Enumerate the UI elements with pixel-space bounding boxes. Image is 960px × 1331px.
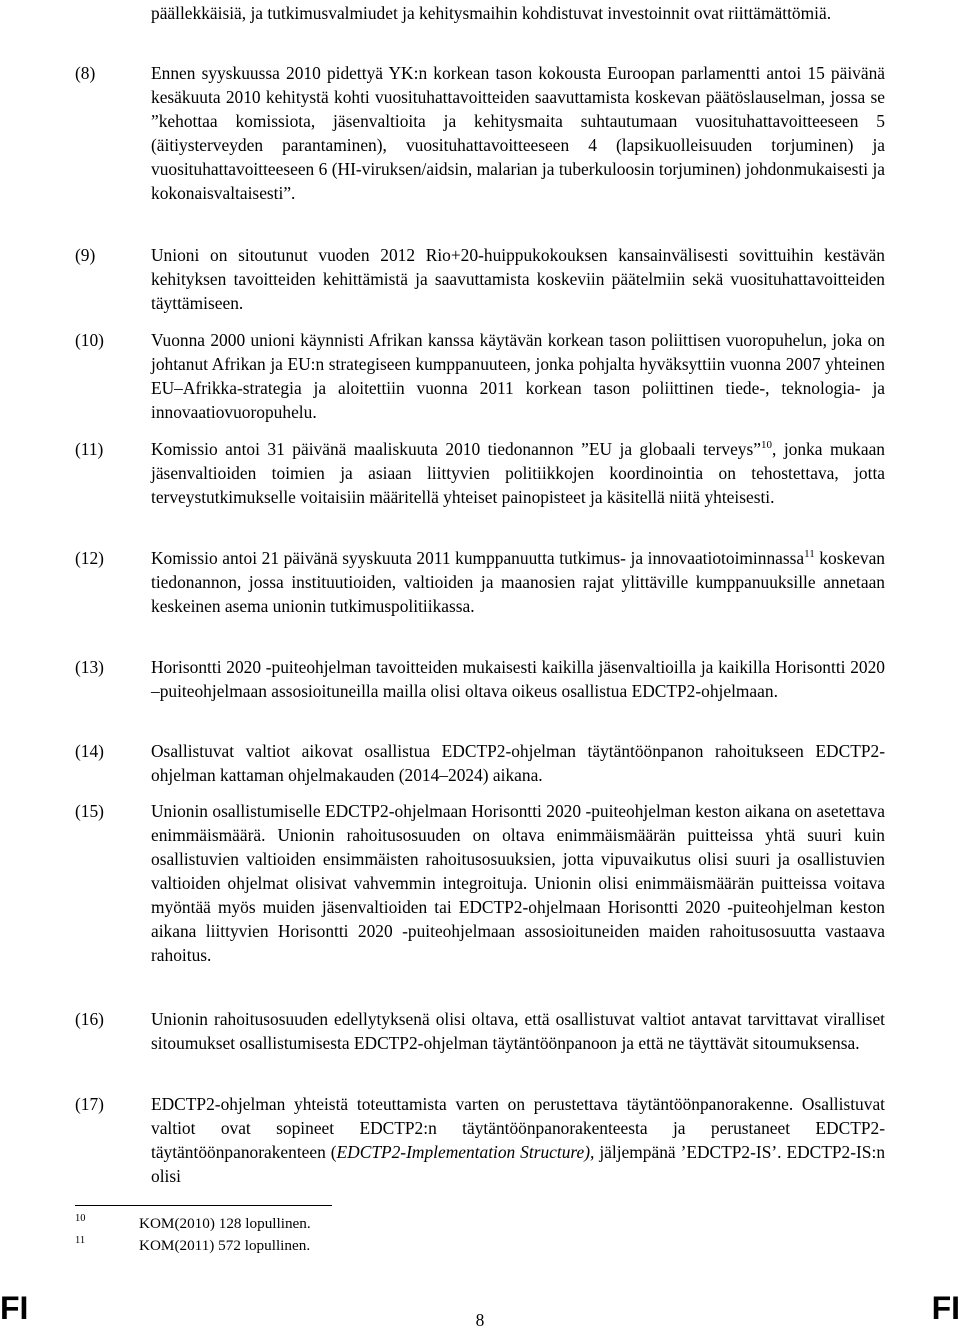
language-code-left: FI — [0, 1290, 29, 1326]
footnote-text: KOM(2010) 128 lopullinen. — [139, 1215, 311, 1232]
recital-number: (12) — [75, 548, 104, 568]
page-number: 8 — [475, 1310, 485, 1330]
recital-text: Ennen syyskuussa 2010 pidettyä YK:n korkean tason kokousta Euroopan parlamentti antoi 15 päivänä kesäkuuta 2010 kehitystä kohti vuosituhattavoitteiden saavuttamista koskevan päätöslauselman, jossa se ”kehottaa komissiota, jäsenvaltioita ja kehitysmaita suhtautumaan vuosituhattavoitteeseen 5 (äitiysterveyden parantaminen), vuosituhattavoitteeseen 4 (lapsikuolleisuuden torjuminen) ja vuosituhattavoitteeseen 6 (HI-viruksen/aidsin, malarian ja tuberkuloosin torjuminen) johdonmukaisesti ja kokonaisvaltaisesti”. — [151, 63, 885, 203]
recital-number: (9) — [75, 245, 96, 265]
recital-14 — [75, 739, 885, 787]
recital-10 — [75, 328, 885, 424]
footnote-number: 11 — [75, 1235, 86, 1246]
footnote-separator — [75, 1205, 332, 1206]
recital-text: Unioni on sitoutunut vuoden 2012 Rio+20-huippukokouksen kansainvälisesti sovittuihin kestävän kehityksen tavoitteiden kehittämistä ja saavuttamista koskeviin päätelmiin sekä vuosituhattavoitteiden täyttämiseen. — [151, 245, 885, 313]
recital-17 — [75, 1092, 885, 1188]
footnote-11 — [75, 1236, 575, 1256]
recital-text-part: Komissio antoi 31 päivänä maaliskuuta 2010 tiedonannon ”EU ja globaali terveys” — [151, 439, 761, 459]
recital-text-part: , jonka mukaan jäsenvaltioiden toimien ja asiaan liittyvien politiikkojen koordinointia on tehostettava, jotta terveystutkimukselle voitaisiin määritellä yhteiset painopisteet ja käsitellä niitä yhteisesti. — [151, 439, 885, 507]
recital-text-part: jäljempänä ’EDCTP2-IS’. EDCTP2-IS:n olisi — [151, 1142, 886, 1186]
footnote-number: 10 — [75, 1213, 86, 1224]
recital-text — [151, 1092, 885, 1188]
recital-number: (17) — [75, 1094, 104, 1114]
recital-text — [151, 546, 885, 618]
recital-number: (8) — [75, 63, 96, 83]
recital-text-part: koskevan tiedonannon, jossa instituutioiden, valtioiden ja maanosien rajat ylittäville kumppanuuksille annetaan keskeinen asema unionin tutkimuspolitiikassa. — [151, 548, 885, 616]
continuation-paragraph: päällekkäisiä, ja tutkimusvalmiudet ja kehitysmaihin kohdistuvat investoinnit ovat riittämättömiä. — [151, 3, 832, 23]
recital-text: Horisontti 2020 -puiteohjelman tavoitteiden mukaisesti kaikilla jäsenvaltioilla ja kaikilla Horisontti 2020 –puiteohjelmaan assosioituneilla mailla olisi oltava oikeus osallistua EDCTP2-ohjelmaan. — [151, 657, 885, 701]
recital-11 — [75, 437, 885, 509]
recital-13 — [75, 655, 885, 703]
recital-text-part: Komissio antoi 21 päivänä syyskuuta 2011 kumppanuutta tutkimus- ja innovaatiotoiminnassa — [151, 548, 805, 568]
footnote-text: KOM(2011) 572 lopullinen. — [139, 1237, 311, 1254]
recital-number: (10) — [75, 330, 104, 350]
recital-text-part: EDCTP2-ohjelman yhteistä toteuttamista varten on perustettava täytäntöönpanorakenne. Osallistuvat valtiot ovat sopineet EDCTP2:n täytäntöönpanorakenteesta ja perustaneet EDCTP2-täytäntöönpanorakenteen ( — [151, 1094, 885, 1162]
recital-text — [151, 437, 885, 509]
recital-number: (15) — [75, 801, 104, 821]
recital-12 — [75, 546, 885, 618]
recital-number: (11) — [75, 439, 104, 459]
recital-text: Unionin osallistumiselle EDCTP2-ohjelmaan Horisontti 2020 -puiteohjelman keston aikana on asetettava enimmäismäärä. Unionin rahoitusosuuden on oltava enimmäismäärän puitteissa yhtä suuri kuin osallistuvien valtioiden ensimmäisten rahoitusosuuksien, jotta vipuvaikutus olisi suuri ja osallistuvien valtioiden ohjelmat olisivat vahvemmin integroituja. Unionin olisi enimmäismäärän puitteissa voitava myöntää myös muiden jäsenvaltioiden tai EDCTP2-ohjelmaan Horisontti 2020 -puiteohjelman keston aikana liittyvien Horisontti 2020 -puiteohjelmaan assosioituneiden maiden rahoitusosuutta vastaava rahoitus. — [151, 801, 885, 965]
recital-text: Vuonna 2000 unioni käynnisti Afrikan kanssa käytävän korkean tason poliittisen vuoropuhelun, joka on johtanut Afrikan ja EU:n strategiseen kumppanuuteen, jonka pohjalta hyväksyttiin vuonna 2007 yhteinen EU–Afrikka-strategia ja aloitettiin vuonna 2011 korkean tason poliittinen tiede-, teknologia- ja innovaatiovuoropuhelu. — [151, 330, 885, 422]
footnote-reference: 11 — [804, 548, 815, 560]
language-code-right: FI — [931, 1290, 960, 1326]
recital-text-italic: EDCTP2-Implementation Structure), — [336, 1142, 595, 1162]
recital-text: Osallistuvat valtiot aikovat osallistua EDCTP2-ohjelman täytäntöönpanon rahoitukseen EDCTP2-ohjelman kattaman ohjelmakauden (2014–2024) aikana. — [151, 741, 885, 785]
recital-text: Unionin rahoitusosuuden edellytyksenä olisi oltava, että osallistuvat valtiot antavat tarvittavat viralliset sitoumukset osallistumisesta EDCTP2-ohjelman täytäntöönpanoon ja että ne täyttävät sitoumuksensa. — [151, 1009, 885, 1053]
footnote-10 — [75, 1214, 575, 1234]
recital-number: (16) — [75, 1009, 104, 1029]
footnote-reference: 10 — [760, 439, 772, 451]
recital-15 — [75, 799, 885, 967]
recital-16 — [75, 1007, 885, 1055]
recital-number: (14) — [75, 741, 104, 761]
recital-9 — [75, 243, 885, 315]
recital-number: (13) — [75, 657, 104, 677]
recital-8 — [75, 61, 885, 205]
